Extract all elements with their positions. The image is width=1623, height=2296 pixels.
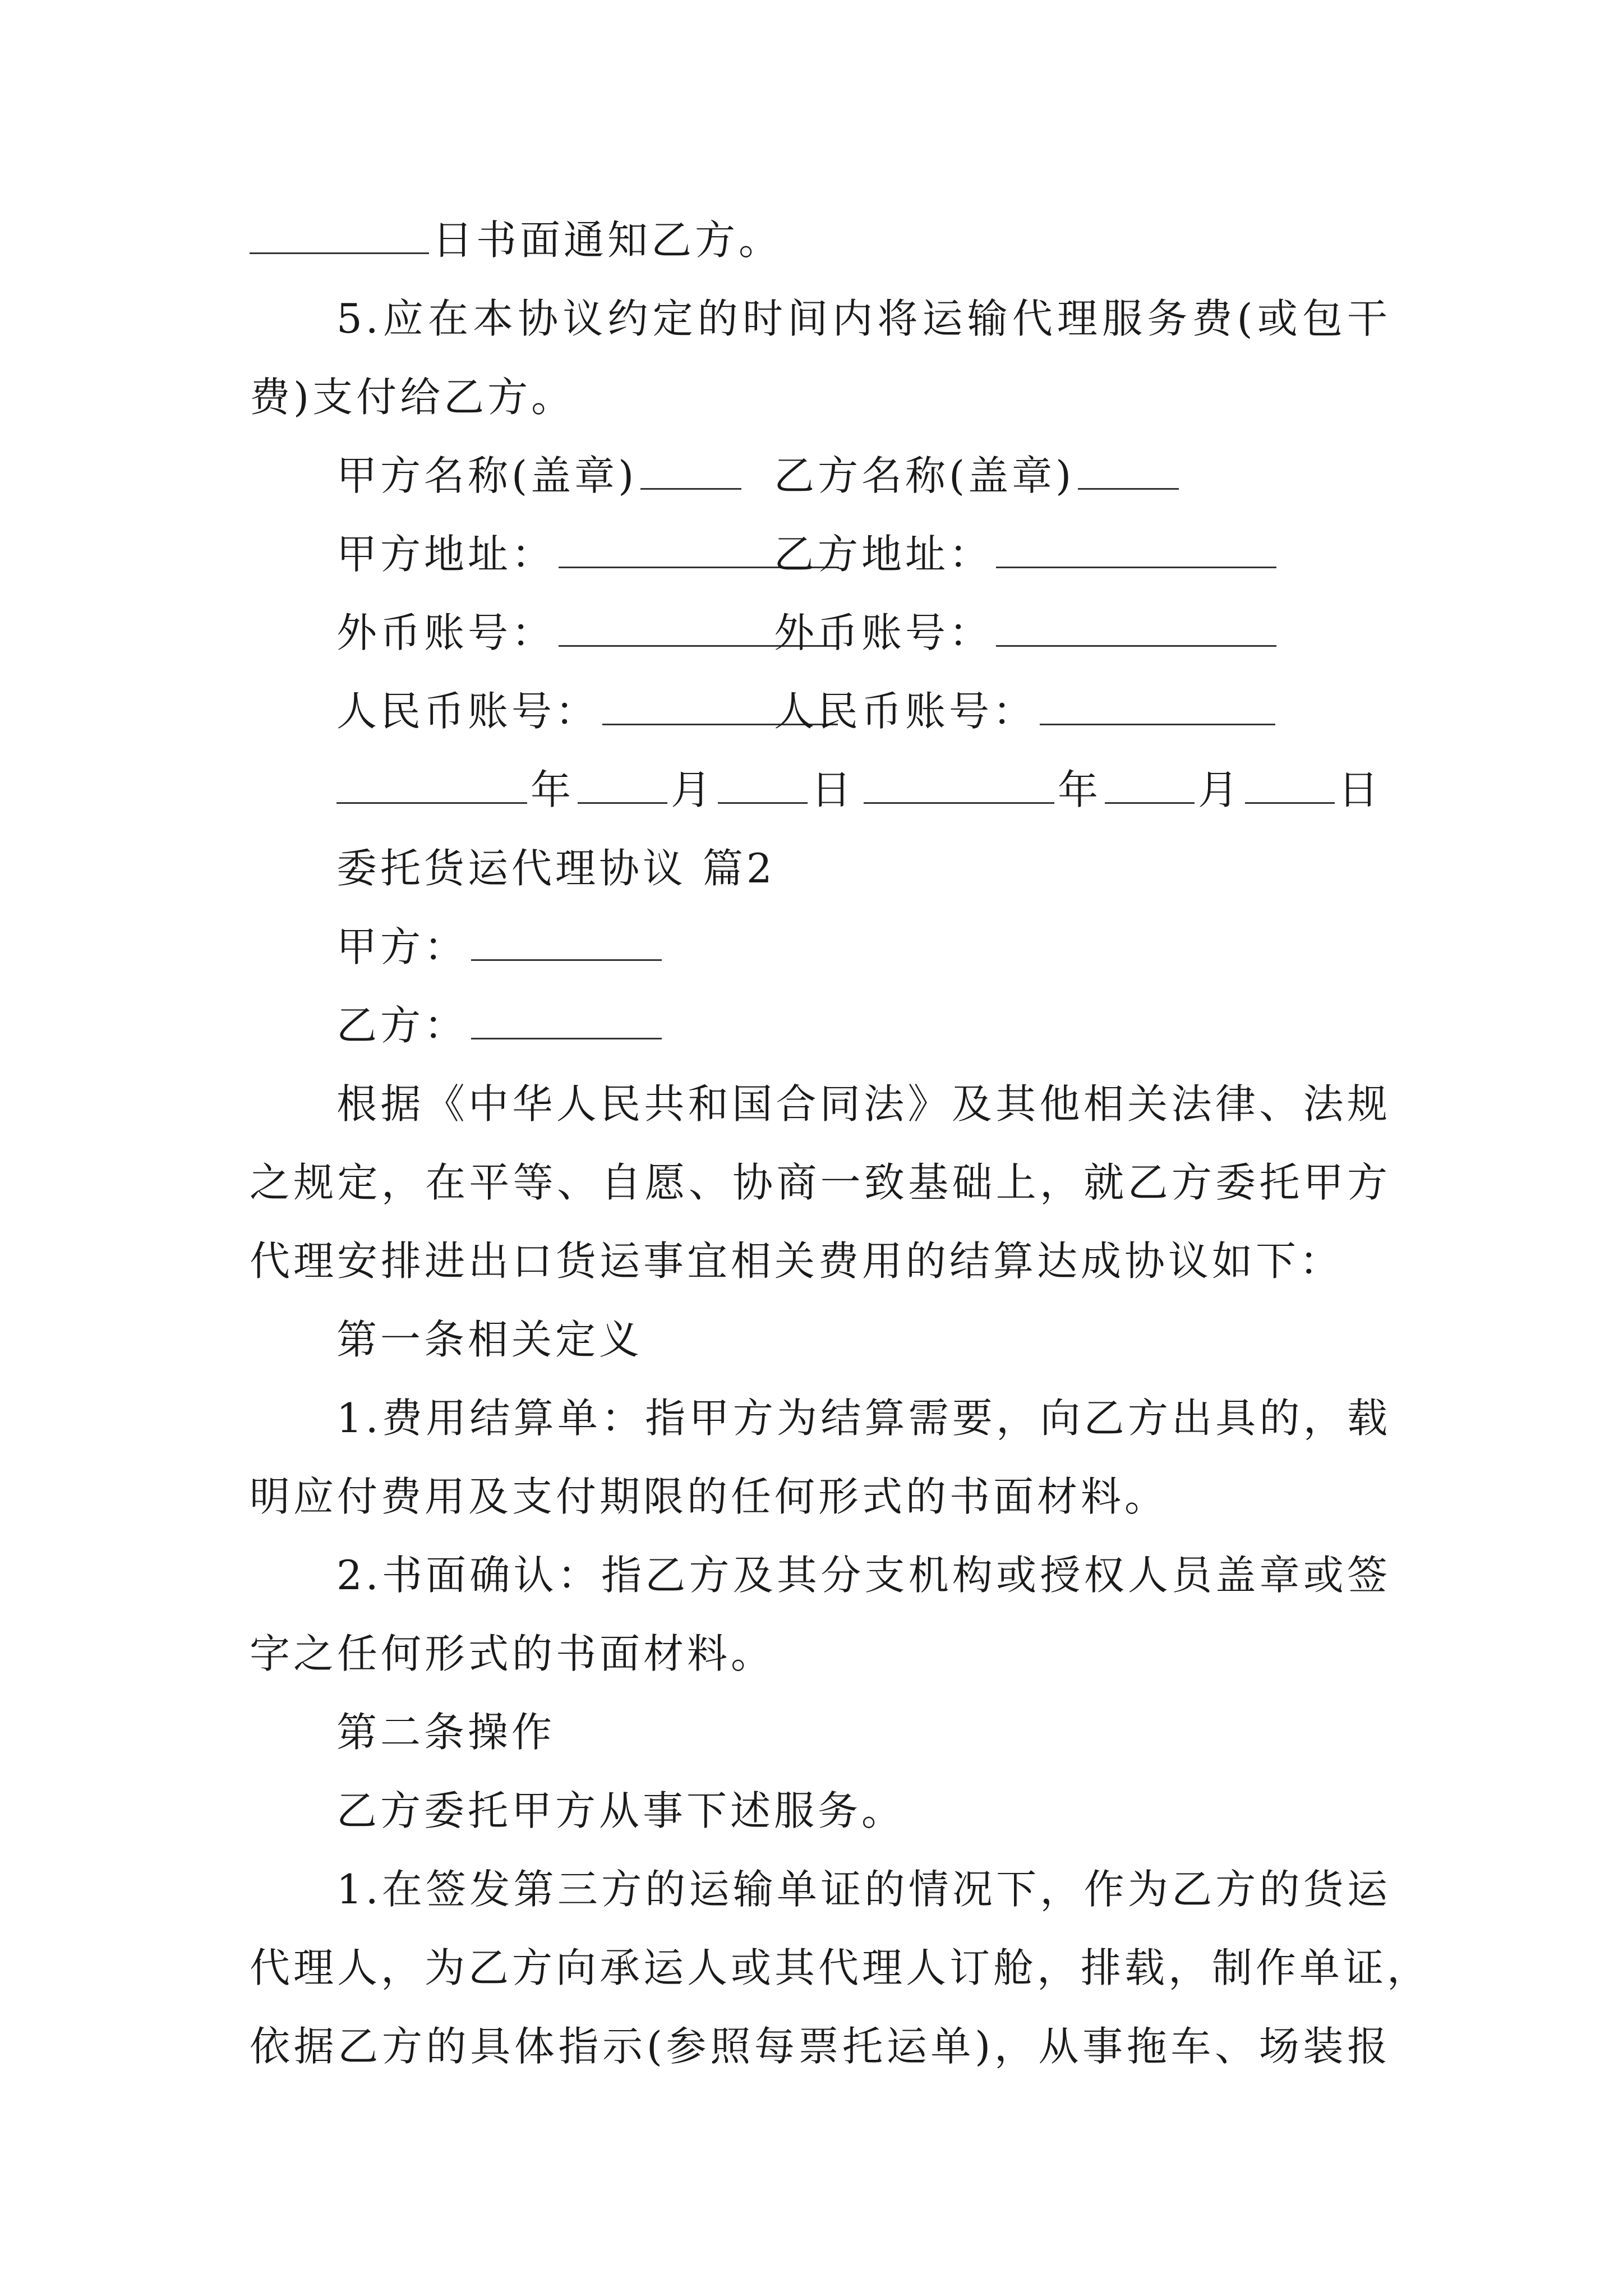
text-line: 代理人，为乙方向承运人或其代理人订舱，排载，制作单证， [250, 1944, 1431, 1991]
fill-blank [1040, 684, 1275, 725]
line-text: 日书面通知乙方。 [432, 217, 783, 264]
article-heading: 第二条操作 [336, 1709, 556, 1756]
party-b-fx-account-label: 外币账号： [774, 609, 993, 656]
text-line: 2.书面确认：指乙方及其分支机构或授权人员盖章或签 [336, 1552, 1391, 1599]
fill-blank [471, 999, 662, 1039]
month-label: 月 [1198, 766, 1242, 813]
party-b-row [336, 997, 665, 1053]
article-heading: 第一条相关定义 [336, 1316, 643, 1363]
text-line [250, 212, 782, 268]
month-label: 月 [671, 766, 715, 813]
party-a-label: 甲方： [336, 923, 468, 970]
party-a-address-row [336, 526, 842, 582]
party-b-name-row [774, 448, 1182, 504]
day-label: 日 [811, 766, 855, 813]
party-b-rmb-account-label: 人民币账号： [774, 688, 1037, 735]
text-line: 明应付费用及支付期限的任何形式的书面材料。 [250, 1473, 1169, 1520]
fill-blank [1245, 763, 1335, 804]
party-b-fx-account-row [774, 605, 1280, 661]
fill-blank [1078, 449, 1179, 490]
party-a-rmb-account-label: 人民币账号： [336, 688, 600, 735]
party-b-label: 乙方： [336, 1002, 468, 1049]
fill-blank [640, 449, 741, 490]
fill-blank [864, 763, 1054, 804]
text-line: 根据《中华人民共和国合同法》及其他相关法律、法规 [336, 1080, 1391, 1128]
party-a-name-row [336, 448, 745, 504]
party-a-fx-account-label: 外币账号： [336, 609, 556, 656]
fill-blank [336, 763, 527, 804]
fill-blank [996, 606, 1276, 647]
fill-blank [578, 763, 667, 804]
party-a-fx-account-row [336, 605, 842, 661]
party-b-address-label: 乙方地址： [774, 531, 993, 578]
fill-blank [718, 763, 808, 804]
year-label: 年 [531, 766, 575, 813]
fill-blank [250, 213, 429, 254]
party-b-rmb-account-row [774, 683, 1279, 739]
section-title: 委托货运代理协议 篇2 [336, 845, 776, 892]
text-line: 代理安排进出口货运事宜相关费用的结算达成协议如下： [250, 1237, 1344, 1285]
text-line: 乙方委托甲方从事下述服务。 [336, 1787, 906, 1834]
party-a-row [336, 919, 665, 975]
fill-blank [471, 920, 662, 961]
party-b-date-row [864, 762, 1382, 818]
text-line: 1.在签发第三方的运输单证的情况下，作为乙方的货运 [336, 1866, 1391, 1913]
day-label: 日 [1338, 766, 1382, 813]
text-line: 费)支付给乙方。 [250, 374, 575, 421]
fill-blank [996, 527, 1276, 568]
text-line: 字之任何形式的书面材料。 [250, 1630, 775, 1677]
party-b-name-label: 乙方名称(盖章) [774, 452, 1075, 499]
text-line: 之规定，在平等、自愿、协商一致基础上，就乙方委托甲方 [250, 1159, 1391, 1206]
text-line: 依据乙方的具体指示(参照每票托运单)，从事拖车、场装报 [250, 2023, 1391, 2070]
fill-blank [1105, 763, 1195, 804]
text-line: 5.应在本协议约定的时间内将运输代理服务费(或包干 [336, 295, 1391, 342]
party-a-name-label: 甲方名称(盖章) [336, 452, 638, 499]
party-a-rmb-account-row [336, 683, 841, 739]
party-a-address-label: 甲方地址： [336, 531, 556, 578]
party-b-address-row [774, 526, 1280, 582]
text-line: 1.费用结算单：指甲方为结算需要，向乙方出具的，载 [336, 1395, 1391, 1442]
year-label: 年 [1058, 766, 1102, 813]
party-a-date-row [336, 762, 855, 818]
